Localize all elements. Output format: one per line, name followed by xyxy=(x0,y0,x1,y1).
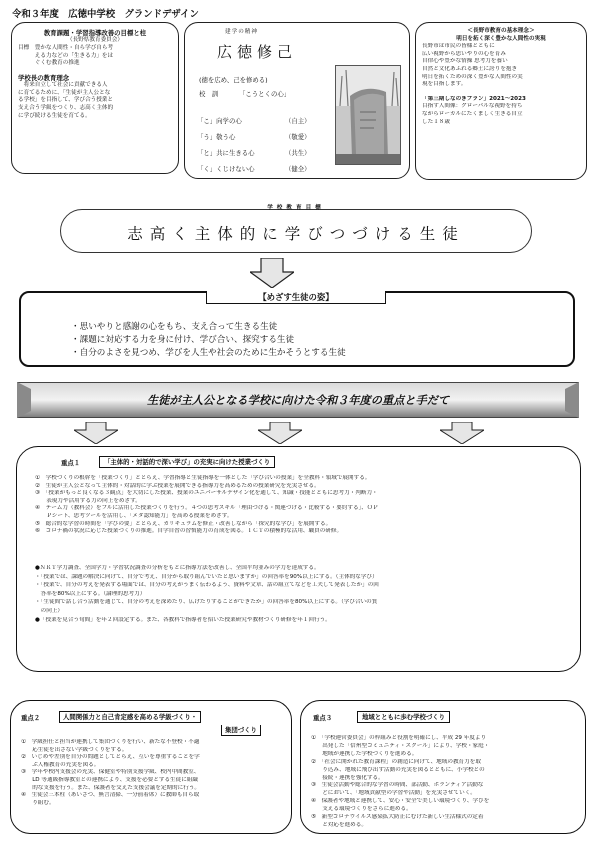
education-policy-box xyxy=(11,22,179,174)
motto-text: 「こうとくの心」 xyxy=(239,90,291,98)
point1-box xyxy=(16,446,581,672)
policy-heading: 教育課題・学習指導改善の目標と柱 xyxy=(43,29,147,37)
down-arrow-icon xyxy=(250,258,294,288)
motto-item: 「く」くじけない心 xyxy=(197,165,255,173)
target-student-box xyxy=(19,291,575,367)
target-student-item: ・思いやりと感謝の心をもち、支え合って生きる生徒 xyxy=(71,322,278,332)
banner-text: 生徒が主人公となる学校に向けた令和３年度の重点と手だて xyxy=(146,394,450,407)
point3-line: と対応を進める。 xyxy=(311,821,367,828)
motto-item-tag: （敬愛） xyxy=(285,133,311,141)
point2-line: ② いじめや差別を自分の問題としてとらえ、互いを尊重することを学 xyxy=(21,754,200,761)
point1-line: Ｐシート、思考ツールを活用し、「メタ認知能力」を高める授業をめざす。 xyxy=(35,512,233,519)
point1-note: ●「授業を見合う旬間」を年２回設定する。また、各教科で指導者を招いた授業研究や教材づくり研修を年１回行う。 xyxy=(35,616,331,623)
nagano-heading: ＜長野市教育の基本理念＞ xyxy=(467,28,535,34)
point3-line: り込み、地域に飛び出す活動の充実を図るとともに、小学校との xyxy=(311,766,485,773)
point3-list xyxy=(311,735,577,830)
point3-line: ④ 保護者や地域と連携して、安心・安全で美しい環境づくり、学びを xyxy=(311,798,490,805)
point3-line: どにおいて、「地域貢献型の学習や活動」を充実させていく。 xyxy=(311,790,476,797)
point1-line: ① 学校づくりの根幹を「授業づくり」ととらえ、学習指導と生徒指導を一体とした「学び合いの授業」を全教科・領域で展開する。 xyxy=(35,475,371,481)
point3-line: 接続・連携を強化する。 xyxy=(311,774,384,781)
point3-line: ① 「学校運営委員会」の枠組みと役割を明確にし、平成 29 年度より xyxy=(311,735,487,741)
point1-list xyxy=(35,475,571,536)
school-goal-box xyxy=(60,205,532,253)
motto-item: 「こ」向学の心 xyxy=(197,117,242,125)
founding-name: 広徳修己 xyxy=(217,43,298,61)
nagano-line: 明日を拓くための深く豊かな人間性の実 xyxy=(422,73,523,80)
point1-note: ●ＮＲＴ学力調査、全国学力・学習状況調査の分析をもとに指導方法を改善し、全国平均並みの学力を達成する。 xyxy=(35,565,320,571)
point2-label: 重点２ xyxy=(21,714,41,722)
principal-line: に学び続ける生徒を育てる。 xyxy=(18,112,91,119)
point1-label: 重点１ xyxy=(61,459,81,467)
nagano-line: 自然と文化あふれる郷土に誇りを抱き xyxy=(422,65,518,72)
founding-label: 建学の精神 xyxy=(225,29,258,35)
point3-line: ② 「社会に開かれた教育課程」の創造に向けて、地域の教育力を取 xyxy=(311,758,481,765)
principal-line: 支え合う学級をつくり、志高く主体的 xyxy=(18,104,114,111)
point1-note: ・「授業では、課題の解決に向けて、自分で考え、自分から取り組んでいたと思いますか」の回答率を90%以上にする。（主体的な学び） xyxy=(35,573,378,580)
point1-note: ・「授業で、自分の考えを発表する場面では、自分の考えがうまく伝わるよう、資料や文章、話の組立てなどを工夫して発表したか」の回 xyxy=(35,582,379,589)
point1-line: ④ テーム力（教科会）をフルに活用した授業づくりを行う。４つの思考スキル「理由づける・関連づける・比較する・要約する」、ＯＰ xyxy=(35,505,379,512)
page-title: 令和３年度 広徳中学校 グランドデザイン xyxy=(12,9,199,20)
point2-line: 的な支援を行う。また、保護者を交えた支援会議を定期的に行う。 xyxy=(21,784,201,791)
down-arrow-icon xyxy=(258,422,302,444)
target-student-list xyxy=(71,321,346,361)
motto-label: 校 訓 xyxy=(199,90,219,98)
founding-spirit-box xyxy=(184,22,410,179)
motto-item-tag: （健全） xyxy=(285,165,311,173)
principal-line: 将来自立して社会に貢献できる人 xyxy=(18,82,108,89)
point2-line: 応生徒を出さない学級づくりをする。 xyxy=(21,746,128,753)
stone-monument-photo xyxy=(335,65,401,165)
photo-icon xyxy=(336,66,401,165)
nagano-philosophy-box xyxy=(415,22,587,180)
point1-note: ・「生徒間で話し合う活動を通じて、自分の考えを深めたり、広げたりすることができたか」の回答率を80%以上にする。（学び合いの質 xyxy=(35,599,378,606)
plan-line: ながらローカルにたくましく生きる自立 xyxy=(422,110,523,117)
policy-goal-line: える力などの「生きる力」をは xyxy=(18,52,114,59)
point3-line: 地域が連携した学校づくりを進める。 xyxy=(311,750,418,757)
point3-box xyxy=(300,700,586,834)
point2-line: り組む。 xyxy=(21,799,55,806)
point2-line: LD 等通級指導教室との連携により、支援を必要とする生徒に組織 xyxy=(21,776,199,783)
motto-item-tag: （自主） xyxy=(285,117,311,125)
point2-line: ① 学級担任と担当が連携して集団づくりを行い、新たな不登校・不適 xyxy=(21,739,200,745)
nagano-line: 広い視野から思いやりの心を育み xyxy=(422,50,506,57)
plan-title: 「第三期しなのきプラン」2021～2023 xyxy=(422,95,526,102)
founding-reading: (徳を広め、己を修める) xyxy=(199,76,268,84)
point2-box xyxy=(10,700,292,834)
point3-line: 出発した「信州型コミュニティ・スクール」により、学校・家庭・ xyxy=(311,742,490,749)
plan-line: した１８歳 xyxy=(422,118,450,125)
motto-item-tag: （共生） xyxy=(285,149,311,157)
point1-line: ③ 「授業がもっと良くなる３観点」を大切にした授業、授業のユニバーサルデザイン化を通して、知識・技能とともに思考力・判断力・ xyxy=(35,490,378,497)
plan-line: 目指す人間像：グローバルな視野を持ち xyxy=(422,103,523,110)
policy-goal-line: ぐくむ教育の推進 xyxy=(18,60,80,67)
point2-list xyxy=(21,739,283,807)
school-goal-text: 志高く主体的に学びつづける生徒 xyxy=(127,225,465,243)
point2-title-continued: 集団づくり xyxy=(221,725,261,736)
school-goal-label: 学校教育目標 xyxy=(267,205,325,211)
point1-note: 答率を80%以上にする。（論理的思考力） xyxy=(35,590,146,597)
point2-title: 人間関係力と自己肯定感を高める学級づくり・ xyxy=(59,711,201,723)
key-points-banner xyxy=(17,382,579,418)
point1-line: ⑤ 総合的な学習の時間を「学びの要」ととらえ、カリキュラムを修正・改善しながら「探究的な学び」を展開する。 xyxy=(35,520,332,527)
point3-line: ③ 生徒会活動や総合的な学習の時間、部活動、ボランティア活動な xyxy=(311,782,484,789)
point1-line: ② 生徒が主人公となって主体的・対話的に学ぶ授業を展開できる指導力を高めるための授業研究を充実させる。 xyxy=(35,482,320,489)
policy-goal-line: 目標 豊かな人間性・自ら学び自ら考 xyxy=(18,45,114,51)
point1-title: 「主体的・対話的で深い学び」の充実に向けた授業づくり xyxy=(99,456,275,468)
point3-line: 支える環境づくりをさらに進める。 xyxy=(311,806,412,813)
point2-line: ④ 生徒会三本柱（あいさつ、無言清掃、一分前着席）に教師も自ら取 xyxy=(21,792,200,799)
motto-item: 「と」共に生きる心 xyxy=(197,149,255,157)
nagano-sub: 明日を拓く深く豊かな人間性の実現 xyxy=(456,35,546,42)
point3-label: 重点３ xyxy=(313,714,333,722)
target-student-item: ・課題に対応する力を身に付け、学び合い、探究する生徒 xyxy=(71,335,295,346)
point3-title: 地域とともに歩む学校づくり xyxy=(357,711,450,723)
point1-line: ⑥ コロナ禍の状況に応じた授業づくりの推進。自学自習の習慣能力の育成を図る。ＩＣＴの積極的な活用、職員の研修。 xyxy=(35,528,343,535)
point1-note: の向上） xyxy=(35,607,63,614)
nagano-line: 自律心や豊かな情操 思考力を養い xyxy=(422,58,508,65)
point3-line: ⑤ 新型コロナウイルス感染拡大防止にむけた新しい生活様式の定着 xyxy=(311,814,484,821)
principal-line: に育てるために、「生徒が主人公とな xyxy=(18,89,111,96)
point1-notes xyxy=(35,565,571,624)
nagano-line: 長野市は市民の皆様とともに xyxy=(422,43,495,50)
motto-item: 「う」敬う心 xyxy=(197,133,236,141)
nagano-line: 現を目指します。 xyxy=(422,81,467,88)
target-student-item: ・自分のよさを見つめ、学びを人生や社会のために生かそうとする生徒 xyxy=(71,348,346,359)
principal-heading: 学校長の教育理念 xyxy=(18,73,70,82)
down-arrow-icon xyxy=(440,422,484,444)
down-arrow-icon xyxy=(74,422,118,444)
policy-source: （長野県教育委員会） xyxy=(67,37,123,44)
principal-line: る学校」を目指して、学び合う授業と xyxy=(18,97,113,104)
point1-line: 表現力や活用する力の向上をめざす。 xyxy=(35,497,141,504)
point2-line: ③ 学年や校内支援会の充実、保健室や特別支援学級、校内中間教室、 xyxy=(21,769,200,776)
point2-line: ぶ人権教育の充実を図る。 xyxy=(21,761,100,768)
target-student-title: 【めざす生徒の姿】 xyxy=(206,291,386,304)
